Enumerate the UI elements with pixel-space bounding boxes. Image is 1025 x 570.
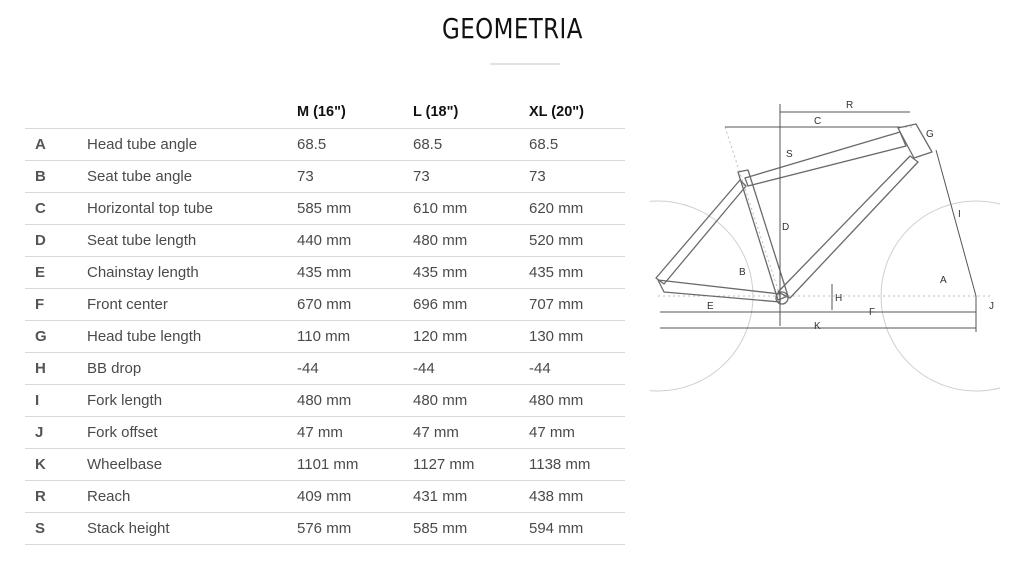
- diagram-label-r: R: [846, 100, 854, 111]
- row-value-xl: 438 mm: [529, 481, 625, 513]
- header-size-xl: XL (20"): [529, 96, 625, 129]
- row-value-xl: 480 mm: [529, 385, 625, 417]
- header-label: [87, 96, 297, 129]
- row-value-m: 68.5: [297, 129, 413, 161]
- row-value-xl: 435 mm: [529, 257, 625, 289]
- row-label: Seat tube angle: [87, 161, 297, 193]
- row-value-l: 480 mm: [413, 225, 529, 257]
- row-value-m: -44: [297, 353, 413, 385]
- page-title: GEOMETRIA: [441, 12, 583, 45]
- rear-wheel-outline: [650, 201, 753, 391]
- row-value-m: 576 mm: [297, 513, 413, 545]
- row-label: Wheelbase: [87, 449, 297, 481]
- row-code: R: [25, 481, 87, 513]
- row-value-xl: -44: [529, 353, 625, 385]
- down-tube: [778, 156, 918, 298]
- diagram-label-c: C: [814, 116, 822, 127]
- row-label: Head tube length: [87, 321, 297, 353]
- row-label: Front center: [87, 289, 297, 321]
- row-value-xl: 68.5: [529, 129, 625, 161]
- row-value-m: 409 mm: [297, 481, 413, 513]
- row-code: F: [25, 289, 87, 321]
- row-value-xl: 707 mm: [529, 289, 625, 321]
- diagram-label-f: F: [869, 307, 876, 318]
- row-value-l: 47 mm: [413, 417, 529, 449]
- row-code: B: [25, 161, 87, 193]
- row-label: Reach: [87, 481, 297, 513]
- row-label: Seat tube length: [87, 225, 297, 257]
- diagram-label-s: S: [786, 149, 793, 160]
- row-value-m: 47 mm: [297, 417, 413, 449]
- title-divider: [490, 63, 560, 65]
- table-row: [25, 225, 625, 257]
- row-label: Stack height: [87, 513, 297, 545]
- header-size-m: M (16"): [297, 96, 413, 129]
- table-row: [25, 129, 625, 161]
- bike-geometry-diagram: [650, 95, 1000, 400]
- row-value-m: 440 mm: [297, 225, 413, 257]
- row-value-l: -44: [413, 353, 529, 385]
- row-value-xl: 620 mm: [529, 193, 625, 225]
- row-value-m: 73: [297, 161, 413, 193]
- row-value-m: 585 mm: [297, 193, 413, 225]
- table-row: [25, 417, 625, 449]
- header-size-l: L (18"): [413, 96, 529, 129]
- diagram-label-a: A: [940, 275, 947, 286]
- row-code: D: [25, 225, 87, 257]
- row-value-l: 431 mm: [413, 481, 529, 513]
- table-row: [25, 481, 625, 513]
- row-code: H: [25, 353, 87, 385]
- row-value-xl: 130 mm: [529, 321, 625, 353]
- row-value-m: 1101 mm: [297, 449, 413, 481]
- row-label: BB drop: [87, 353, 297, 385]
- seat-stay: [656, 180, 746, 284]
- row-code: I: [25, 385, 87, 417]
- table-row: [25, 353, 625, 385]
- diagram-label-k: K: [814, 321, 821, 332]
- diagram-label-h: H: [835, 293, 843, 304]
- row-label: Fork length: [87, 385, 297, 417]
- row-value-xl: 73: [529, 161, 625, 193]
- row-code: C: [25, 193, 87, 225]
- header-code: [25, 96, 87, 129]
- row-code: K: [25, 449, 87, 481]
- row-code: A: [25, 129, 87, 161]
- row-value-m: 110 mm: [297, 321, 413, 353]
- table-row: [25, 161, 625, 193]
- row-value-l: 1127 mm: [413, 449, 529, 481]
- geometry-table: [25, 96, 625, 545]
- table-row: [25, 385, 625, 417]
- row-value-m: 670 mm: [297, 289, 413, 321]
- diagram-label-d: D: [782, 222, 790, 233]
- row-label: Fork offset: [87, 417, 297, 449]
- diagram-label-i: I: [958, 209, 961, 220]
- row-value-l: 610 mm: [413, 193, 529, 225]
- row-value-m: 435 mm: [297, 257, 413, 289]
- row-value-m: 480 mm: [297, 385, 413, 417]
- table-row: [25, 321, 625, 353]
- top-tube: [745, 132, 906, 186]
- row-label: Horizontal top tube: [87, 193, 297, 225]
- row-label: Chainstay length: [87, 257, 297, 289]
- diagram-label-b: B: [739, 267, 746, 278]
- row-value-xl: 520 mm: [529, 225, 625, 257]
- table-row: [25, 289, 625, 321]
- row-code: E: [25, 257, 87, 289]
- row-code: G: [25, 321, 87, 353]
- diagram-label-g: G: [926, 129, 934, 140]
- row-value-xl: 594 mm: [529, 513, 625, 545]
- row-value-l: 585 mm: [413, 513, 529, 545]
- chain-stay: [658, 280, 780, 302]
- table-row: [25, 257, 625, 289]
- diagram-label-e: E: [707, 301, 714, 312]
- row-value-l: 435 mm: [413, 257, 529, 289]
- row-value-l: 68.5: [413, 129, 529, 161]
- row-code: S: [25, 513, 87, 545]
- row-value-l: 120 mm: [413, 321, 529, 353]
- row-value-xl: 1138 mm: [529, 449, 625, 481]
- table-row: [25, 193, 625, 225]
- table-header-row: [25, 96, 625, 129]
- row-value-l: 696 mm: [413, 289, 529, 321]
- row-value-l: 73: [413, 161, 529, 193]
- row-value-xl: 47 mm: [529, 417, 625, 449]
- row-value-l: 480 mm: [413, 385, 529, 417]
- diagram-label-j: J: [989, 301, 994, 312]
- table-row: [25, 449, 625, 481]
- table-row: [25, 513, 625, 545]
- seat-guide-line: [725, 127, 780, 296]
- row-label: Head tube angle: [87, 129, 297, 161]
- row-code: J: [25, 417, 87, 449]
